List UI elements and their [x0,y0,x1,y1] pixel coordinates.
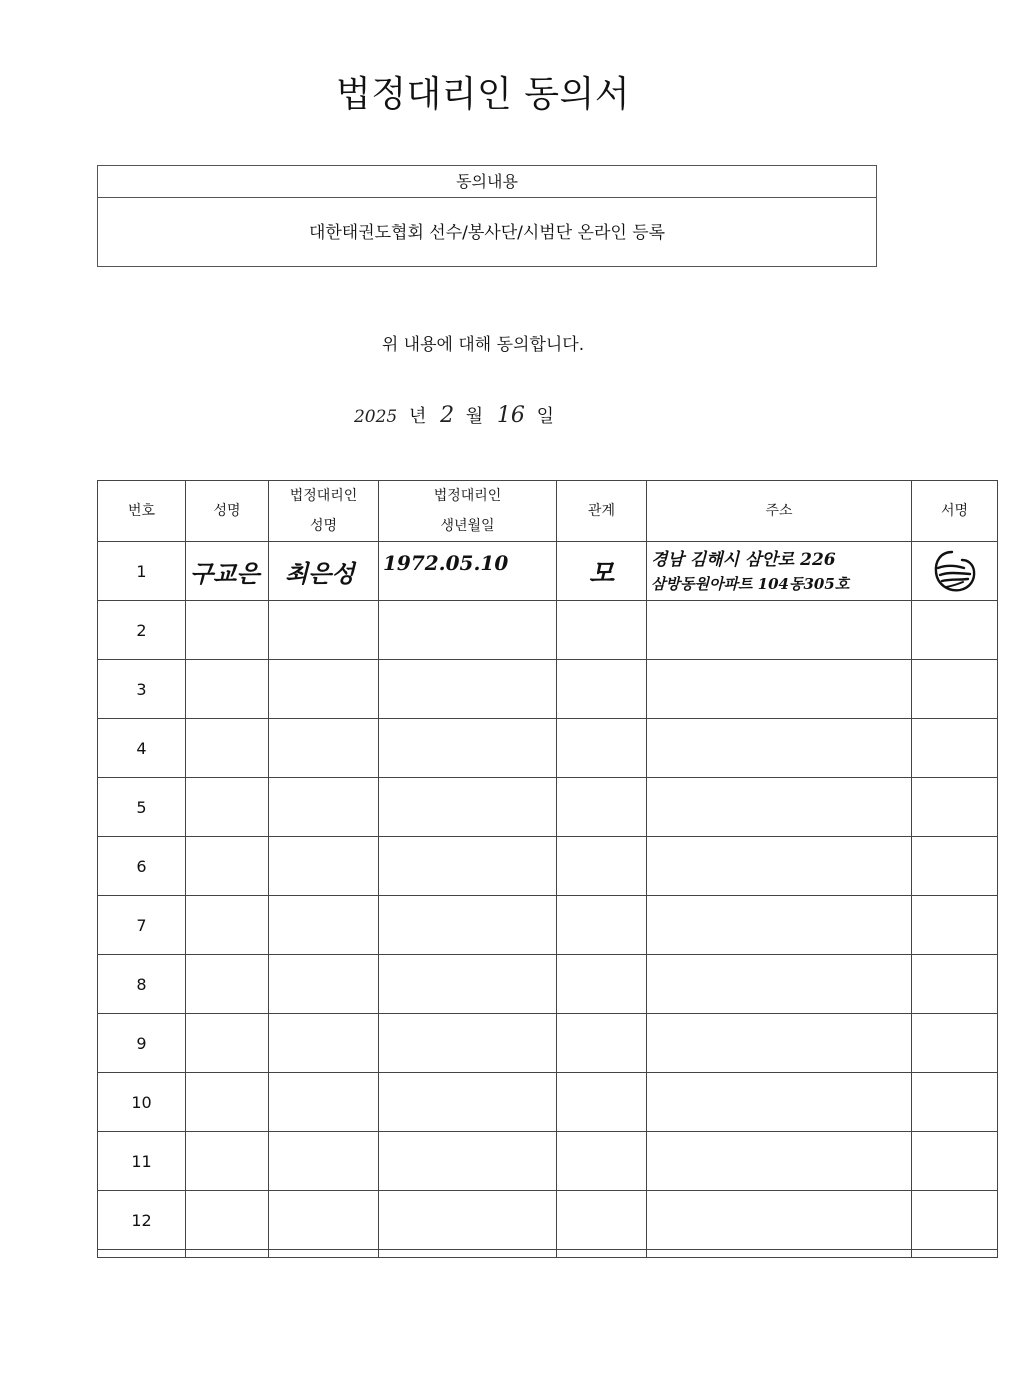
cell-empty [379,1250,557,1258]
signature-image [932,546,978,596]
date-month-unit: 월 [465,406,484,427]
cell-no: 9 [98,1014,186,1073]
cell-address [647,601,912,660]
consent-box [97,165,877,267]
cell-relation [557,1132,647,1191]
agreement-statement: 위 내용에 대해 동의합니다. [381,335,585,355]
cell-relation [557,955,647,1014]
cell-no: 5 [98,778,186,837]
cell-address [647,1073,912,1132]
cell-no: 8 [98,955,186,1014]
cell-address [647,1191,912,1250]
handwritten-relation: 모 [588,558,615,589]
cell-address [647,955,912,1014]
cell-empty [186,1250,269,1258]
table-row [98,1014,998,1073]
cell-address [647,719,912,778]
cell-name [186,542,269,601]
cell-signature [912,778,998,837]
cell-address [647,837,912,896]
table-row [98,778,998,837]
cell-rep-name [269,719,379,778]
cell-empty [269,1250,379,1258]
cell-address [647,542,912,601]
cell-empty [647,1250,912,1258]
header-rep-birth-line2: 생년월일 [440,518,495,534]
cell-rep-birth [379,896,557,955]
handwritten-rep-name: 최은성 [285,558,355,588]
consent-body: 대한태권도협회 선수/봉사단/시범단 온라인 등록 [308,223,666,243]
table-header-row [98,481,998,542]
cell-name [186,778,269,837]
header-rep-name [269,481,379,542]
header-relation: 관계 [557,481,647,542]
cell-rep-birth [379,778,557,837]
header-rep-name-line2: 성명 [309,518,338,534]
cell-signature [912,542,998,601]
cell-rep-birth [379,1132,557,1191]
cell-signature [912,1014,998,1073]
cell-name [186,719,269,778]
cell-rep-name [269,778,379,837]
cell-rep-birth [379,660,557,719]
cell-rep-name [269,1191,379,1250]
handwritten-address-line1: 경남 김해시 삼안로 226 [651,550,836,570]
cell-relation [557,601,647,660]
table-row [98,837,998,896]
table-row [98,542,998,601]
date-day: 16 [496,403,525,428]
cell-no: 4 [98,719,186,778]
cell-rep-birth [379,542,557,601]
date-day-unit: 일 [536,406,555,427]
date-year: 2025 [353,407,398,427]
cell-rep-birth [379,1014,557,1073]
cell-rep-name [269,1132,379,1191]
cell-name [186,601,269,660]
cell-rep-birth [379,1191,557,1250]
cell-rep-name [269,1014,379,1073]
document-title: 법정대리인 동의서 [335,74,631,115]
table-row [98,719,998,778]
cell-signature [912,660,998,719]
cell-relation [557,896,647,955]
cell-address [647,896,912,955]
cell-rep-name [269,896,379,955]
cell-empty [912,1250,998,1258]
cell-relation [557,837,647,896]
table-row [98,660,998,719]
cell-rep-birth [379,601,557,660]
cell-signature [912,1191,998,1250]
table-row [98,1191,998,1250]
cell-name [186,1132,269,1191]
cell-signature [912,896,998,955]
cell-rep-name [269,837,379,896]
cell-address [647,1132,912,1191]
header-name: 성명 [186,481,269,542]
cell-rep-name [269,660,379,719]
header-rep-name-line1: 법정대리인 [289,488,358,504]
cell-signature [912,719,998,778]
cell-empty [98,1250,186,1258]
handwritten-name: 구교은 [190,558,260,588]
cell-no: 3 [98,660,186,719]
cell-signature [912,955,998,1014]
cell-signature [912,1132,998,1191]
consent-header: 동의내용 [98,166,876,198]
table-row [98,1132,998,1191]
table-row [98,601,998,660]
cell-rep-birth [379,719,557,778]
cell-rep-birth [379,955,557,1014]
cell-signature [912,601,998,660]
signature-wrap [912,546,997,596]
cell-name [186,896,269,955]
handwritten-rep-birth: 1972.05.10 [383,551,509,575]
cell-rep-name [269,542,379,601]
table-row [98,896,998,955]
cell-rep-name [269,955,379,1014]
cell-name [186,955,269,1014]
cell-relation [557,778,647,837]
cell-no: 10 [98,1073,186,1132]
handwritten-address-line2: 삼방동원아파트 104동305호 [651,575,850,593]
cell-relation [557,660,647,719]
cell-name [186,837,269,896]
cell-signature [912,1073,998,1132]
header-no: 번호 [98,481,186,542]
table-row [98,955,998,1014]
date-month: 2 [440,403,455,428]
header-rep-birth [379,481,557,542]
cell-name [186,660,269,719]
cell-no: 12 [98,1191,186,1250]
cell-no: 6 [98,837,186,896]
cell-rep-birth [379,837,557,896]
date-year-unit: 년 [408,406,427,427]
cell-relation [557,1014,647,1073]
header-address: 주소 [647,481,912,542]
cell-relation [557,542,647,601]
header-signature: 서명 [912,481,998,542]
cell-empty [557,1250,647,1258]
cell-relation [557,719,647,778]
table-row [98,1073,998,1132]
cell-relation [557,1191,647,1250]
registration-table [97,480,998,1258]
cell-name [186,1014,269,1073]
cell-name [186,1191,269,1250]
cell-rep-name [269,601,379,660]
date-line [0,402,916,428]
cell-rep-name [269,1073,379,1132]
header-rep-birth-line1: 법정대리인 [433,488,502,504]
cell-name [186,1073,269,1132]
table-row-partial [98,1250,998,1258]
cell-rep-birth [379,1073,557,1132]
cell-no: 1 [98,542,186,601]
cell-no: 2 [98,601,186,660]
cell-address [647,1014,912,1073]
cell-no: 11 [98,1132,186,1191]
cell-address [647,778,912,837]
cell-signature [912,837,998,896]
cell-relation [557,1073,647,1132]
cell-address [647,660,912,719]
cell-no: 7 [98,896,186,955]
